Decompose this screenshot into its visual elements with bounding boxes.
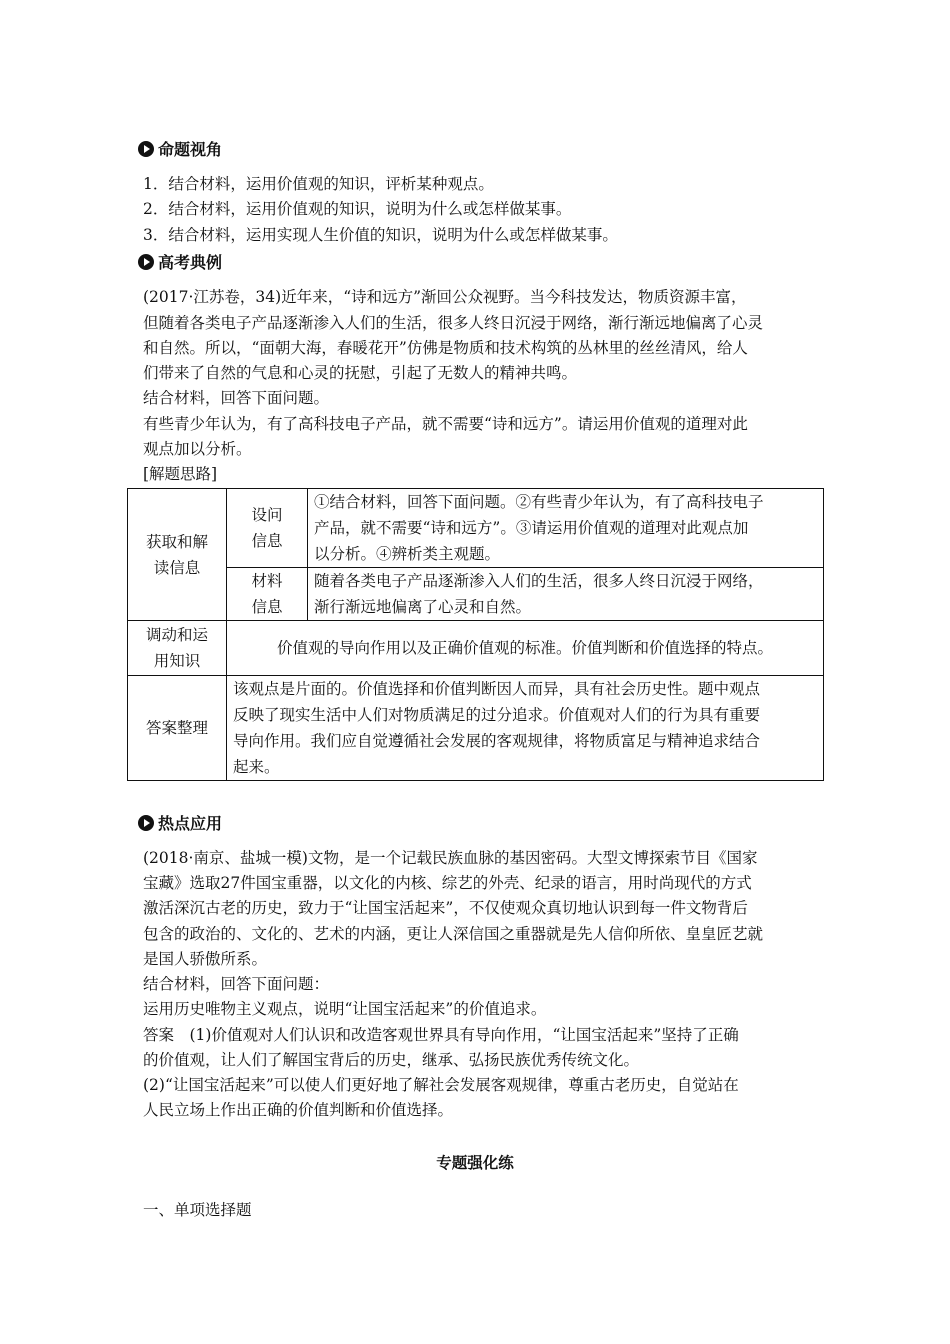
cell-line: ①结合材料，回答下面问题。②有些青少年认为，有了高科技电子 <box>314 493 764 511</box>
body-line: 观点加以分析。 <box>143 440 252 458</box>
play-circle-icon <box>138 815 154 831</box>
cell-line: 渐行渐远地偏离了心灵和自然。 <box>314 598 532 616</box>
section-heading-perspective <box>138 137 222 160</box>
body-line: (2018·南京、盐城一模)文物，是一个记载民族血脉的基因密码。大型文博探索节目《国家 <box>143 849 758 867</box>
play-circle-icon <box>138 141 154 157</box>
cell-line: 导向作用。我们应自觉遵循社会发展的客观规律，将物质富足与精神追求结合 <box>233 732 761 750</box>
body-line: 结合材料，回答下面问题： <box>143 975 330 993</box>
cell-line: 产品，就不需要“诗和远方”。③请运用价值观的道理对此观点加 <box>314 519 749 537</box>
table-cell: 答案整理 <box>128 676 227 781</box>
section-heading-hotspot <box>138 811 222 834</box>
cell-line: 起来。 <box>233 758 280 776</box>
body-line: (2017·江苏卷，34)近年来，“诗和远方”渐回公众视野。当今科技发达，物质资源丰富， <box>143 288 747 306</box>
cell-line: 获取和解 <box>145 532 208 551</box>
table-cell <box>308 568 824 621</box>
body-line: 宝藏》选取27件国宝重器，以文化的内核、综艺的外壳、纪录的语言，用时尚现代的方式 <box>143 874 752 892</box>
item-line: 3．结合材料，运用实现人生价值的知识，说明为什么或怎样做某事。 <box>143 226 618 244</box>
cell-line: 反映了现实生活中人们对物质满足的过分追求。价值观对人们的行为具有重要 <box>233 706 761 724</box>
cell-line: 读信息 <box>153 558 201 577</box>
item-line: 2．结合材料，运用价值观的知识，说明为什么或怎样做某事。 <box>143 200 572 218</box>
heading-text: 高考典例 <box>158 253 223 272</box>
body-line: 们带来了自然的气息和心灵的抚慰，引起了无数人的精神共鸣。 <box>143 364 578 382</box>
body-line: 有些青少年认为，有了高科技电子产品，就不需要“诗和远方”。请运用价值观的道理对此 <box>143 415 748 433</box>
body-line: 是国人骄傲所系。 <box>143 950 268 968</box>
body-line: 和自然。所以，“面朝大海，春暖花开”仿佛是物质和技术构筑的丛林里的丝丝清风，给人 <box>143 339 748 357</box>
body-line: 结合材料，回答下面问题。 <box>143 389 330 407</box>
cell-line: 信息 <box>251 532 283 550</box>
cell-line: 设问 <box>251 506 283 524</box>
practice-title: 专题强化练 <box>436 1153 514 1172</box>
cell-line: 以分析。④辨析类主观题。 <box>314 545 501 563</box>
body-line: 激活深沉古老的历史，致力于“让国宝活起来”，不仅使观众真切地认识到每一件文物背后 <box>143 899 748 917</box>
table-cell <box>227 489 308 568</box>
table-cell <box>128 621 227 676</box>
answer-line: (2)“让国宝活起来”可以使人们更好地了解社会发展客观规律，尊重古老历史，自觉站在 <box>143 1076 739 1094</box>
body-line: 运用历史唯物主义观点，说明“让国宝活起来”的价值追求。 <box>143 1000 547 1018</box>
cell-line: 调动和运 <box>145 626 208 644</box>
cell-line: 随着各类电子产品逐渐渗入人们的生活，很多人终日沉浸于网络， <box>314 572 764 590</box>
solution-table <box>127 488 824 781</box>
table-row <box>128 489 824 568</box>
section-heading-example <box>138 250 222 273</box>
body-line: 包含的政治的、文化的、艺术的内涵，更让人深信国之重器就是先人信仰所依、皇皇匠艺就 <box>143 925 764 943</box>
cell-line: 材料 <box>251 572 283 590</box>
table-row <box>128 621 824 676</box>
table-cell <box>128 489 227 621</box>
body-line: [解题思路] <box>143 465 218 483</box>
table-cell <box>227 676 824 781</box>
table-cell <box>227 568 308 621</box>
answer-line: 答案 (1)价值观对人们认识和改造客观世界具有导向作用，“让国宝活起来”坚持了正确 <box>143 1026 739 1044</box>
item-line: 1．结合材料，运用价值观的知识，评析某种观点。 <box>143 175 494 193</box>
cell-line: 信息 <box>251 598 283 616</box>
answer-line: 人民立场上作出正确的价值判断和价值选择。 <box>143 1101 454 1119</box>
answer-line: 的价值观，让人们了解国宝背后的历史，继承、弘扬民族优秀传统文化。 <box>143 1051 640 1069</box>
heading-text: 命题视角 <box>158 140 223 159</box>
play-circle-icon <box>138 254 154 270</box>
table-row <box>128 676 824 781</box>
table-cell <box>308 489 824 568</box>
cell-line: 用知识 <box>153 652 201 670</box>
table-row <box>128 568 824 621</box>
heading-text: 热点应用 <box>158 814 223 833</box>
cell-line: 该观点是片面的。价值选择和价值判断因人而异，具有社会历史性。题中观点 <box>233 680 761 698</box>
part-heading: 一、单项选择题 <box>143 1201 252 1219</box>
table-cell: 价值观的导向作用以及正确价值观的标准。价值判断和价值选择的特点。 <box>227 621 824 676</box>
body-line: 但随着各类电子产品逐渐渗入人们的生活，很多人终日沉浸于网络，渐行渐远地偏离了心灵 <box>143 314 764 332</box>
